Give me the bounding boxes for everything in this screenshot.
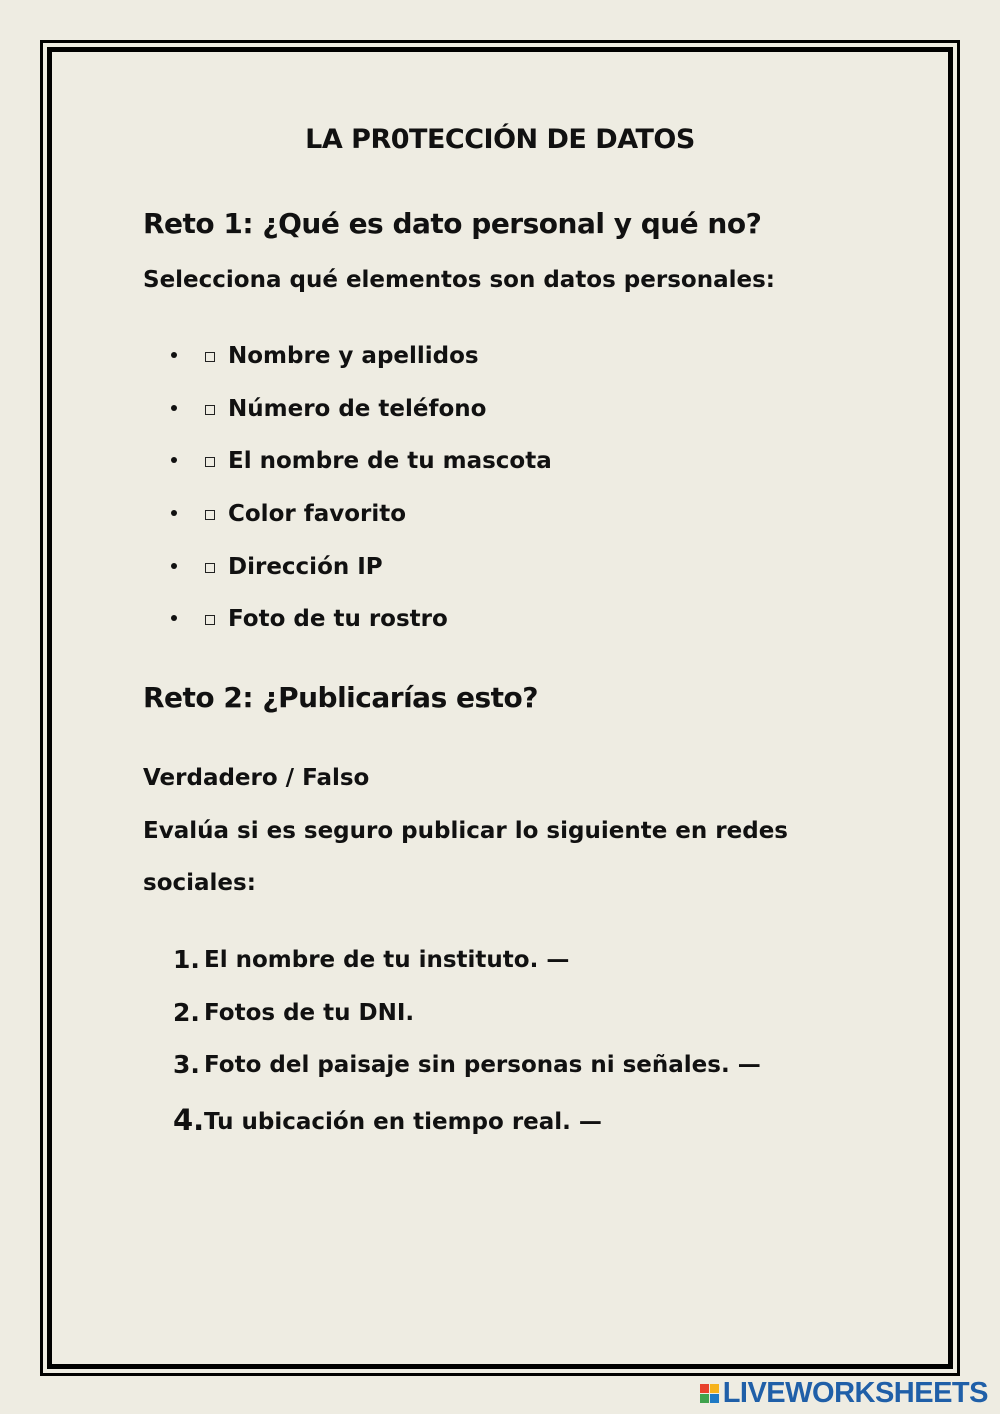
checklist-item-label: Dirección IP (228, 553, 383, 580)
challenge-1-instruction: Selecciona qué elementos son datos personales: (143, 267, 775, 293)
checkbox-icon[interactable] (205, 405, 215, 415)
bullet-icon (171, 352, 177, 358)
logo-square (710, 1384, 719, 1393)
checkbox-icon[interactable] (205, 563, 215, 573)
checkbox-icon[interactable] (205, 615, 215, 625)
checklist-item-label: Nombre y apellidos (228, 343, 479, 369)
checklist-item-label: Color favorito (228, 501, 407, 528)
checkbox-icon[interactable] (205, 510, 215, 520)
item-number: 1. (173, 945, 200, 974)
checklist-item-label: Foto de tu rostro (228, 606, 448, 633)
checkbox-icon[interactable] (205, 457, 215, 467)
challenge-2-heading: Reto 2: ¿Publicarías esto? (143, 681, 539, 714)
bullet-icon (171, 563, 177, 569)
checklist-item-label: Número de teléfono (228, 395, 487, 422)
logo-square (700, 1394, 709, 1403)
item-text: El nombre de tu instituto. — (204, 947, 570, 973)
item-number: 2. (173, 997, 200, 1027)
logo-square (710, 1394, 719, 1403)
item-text: Foto del paisaje sin personas ni señales. — (204, 1052, 761, 1079)
challenge-2-instruction-line-2: sociales: (143, 870, 256, 896)
item-text: Fotos de tu DNI. (204, 999, 415, 1026)
liveworksheets-brand (700, 1378, 988, 1408)
brand-name: LIVEWORKSHEETS (722, 1377, 988, 1409)
document-title: LA PR0TECCIÓN DE DATOS (305, 124, 695, 155)
checklist-item-label: El nombre de tu mascota (228, 448, 552, 475)
logo-square (700, 1384, 709, 1393)
item-text: Tu ubicación en tiempo real. — (204, 1109, 602, 1136)
challenge-1-heading: Reto 1: ¿Qué es dato personal y qué no? (143, 207, 762, 240)
item-number: 3. (173, 1050, 200, 1080)
checkbox-icon[interactable] (205, 352, 215, 362)
liveworksheets-logo-icon (700, 1384, 719, 1403)
item-number: 4. (173, 1103, 205, 1138)
challenge-2-subtitle: Verdadero / Falso (143, 765, 370, 791)
challenge-2-instruction-line-1: Evalúa si es seguro publicar lo siguiente en redes (143, 818, 788, 844)
bullet-icon (171, 405, 177, 411)
